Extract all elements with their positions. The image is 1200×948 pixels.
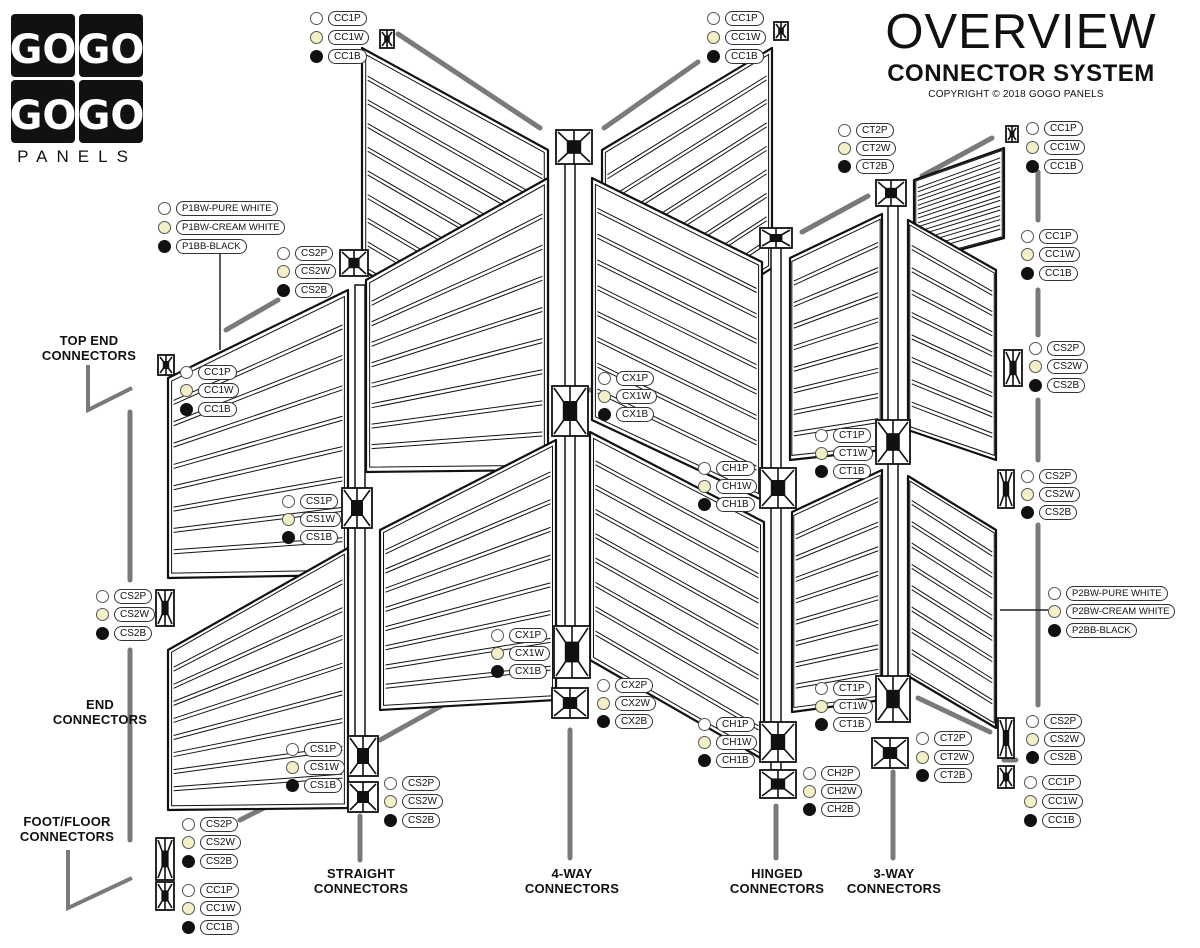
- cream-white-swatch: [1026, 733, 1039, 746]
- cream-white-swatch: [815, 700, 828, 713]
- connector-piece: [998, 718, 1014, 758]
- part-code: CC1P: [200, 883, 239, 898]
- connector-piece: [876, 676, 910, 722]
- part-code: CX1W: [509, 646, 550, 661]
- part-code: CS2W: [1039, 487, 1080, 502]
- part-code: CT1W: [833, 699, 873, 714]
- cream-white-swatch: [384, 795, 397, 808]
- part-code: CC1B: [1044, 159, 1083, 174]
- part-code: CC1W: [200, 901, 241, 916]
- logo-text-1: GO: [9, 27, 77, 73]
- label-hinged-connectors: HINGED CONNECTORS: [729, 866, 825, 896]
- connector-piece: [340, 250, 368, 276]
- pure-white-swatch: [282, 495, 295, 508]
- part-code: CC1P: [1039, 229, 1078, 244]
- part-code: CT1B: [833, 717, 871, 732]
- part-code: CS2B: [1039, 505, 1077, 520]
- pure-white-swatch: [180, 366, 193, 379]
- pure-white-swatch: [707, 12, 720, 25]
- part-code: CC1P: [198, 365, 237, 380]
- part-code: CX2W: [615, 696, 656, 711]
- part-code: CC1B: [328, 49, 367, 64]
- part-code: CX1B: [509, 664, 547, 679]
- label-3way-connectors: 3-WAY CONNECTORS: [846, 866, 942, 896]
- connector-piece: [760, 228, 792, 248]
- black-swatch: [180, 403, 193, 416]
- cream-white-swatch: [698, 736, 711, 749]
- connector-piece: [760, 468, 796, 508]
- black-swatch: [384, 814, 397, 827]
- part-code: CS2P: [114, 589, 152, 604]
- part-code: CT2P: [934, 731, 972, 746]
- pure-white-swatch: [1029, 342, 1042, 355]
- part-code: CT2W: [934, 750, 974, 765]
- part-code: CH1P: [716, 461, 755, 476]
- part-code: CS2W: [402, 794, 443, 809]
- cream-white-swatch: [277, 265, 290, 278]
- cream-white-swatch: [1021, 488, 1034, 501]
- part-code: CS2W: [1044, 732, 1085, 747]
- connector-piece: [556, 130, 592, 164]
- pure-white-swatch: [1026, 715, 1039, 728]
- part-code: CC1B: [200, 920, 239, 935]
- black-swatch: [286, 779, 299, 792]
- part-code: P1BW-PURE WHITE: [176, 201, 278, 216]
- black-swatch: [916, 769, 929, 782]
- part-code: CS1B: [304, 778, 342, 793]
- connector-piece: [552, 386, 588, 436]
- connector-piece: [876, 420, 910, 464]
- black-swatch: [1024, 814, 1037, 827]
- black-swatch: [1026, 751, 1039, 764]
- black-swatch: [158, 240, 171, 253]
- cream-white-swatch: [1024, 795, 1037, 808]
- cream-white-swatch: [182, 836, 195, 849]
- cream-white-swatch: [286, 761, 299, 774]
- label-4way-connectors: 4-WAY CONNECTORS: [524, 866, 620, 896]
- black-swatch: [1021, 506, 1034, 519]
- part-code: CC1W: [725, 30, 766, 45]
- part-code: CS1P: [300, 494, 338, 509]
- part-code: CH1P: [716, 717, 755, 732]
- label-foot-floor-connectors: FOOT/FLOOR CONNECTORS: [19, 814, 115, 844]
- black-swatch: [282, 531, 295, 544]
- black-swatch: [1048, 624, 1061, 637]
- part-code: CS1W: [304, 760, 345, 775]
- part-code: CC1P: [725, 11, 764, 26]
- connector-piece: [342, 488, 372, 528]
- part-code: CS2B: [402, 813, 440, 828]
- pure-white-swatch: [1048, 587, 1061, 600]
- black-swatch: [1026, 160, 1039, 173]
- part-code: CT2P: [856, 123, 894, 138]
- part-code: CC1B: [725, 49, 764, 64]
- part-code: CC1P: [1042, 775, 1081, 790]
- part-code: CT1B: [833, 464, 871, 479]
- black-swatch: [707, 50, 720, 63]
- cream-white-swatch: [815, 447, 828, 460]
- pure-white-swatch: [182, 884, 195, 897]
- part-code: CC1W: [328, 30, 369, 45]
- connector-piece: [554, 626, 590, 678]
- pure-white-swatch: [1021, 470, 1034, 483]
- part-code: CS2P: [1044, 714, 1082, 729]
- part-code: CT2W: [856, 141, 896, 156]
- part-code: CT1P: [833, 428, 871, 443]
- cream-white-swatch: [180, 384, 193, 397]
- part-code: P2BB-BLACK: [1066, 623, 1137, 638]
- connector-piece: [380, 30, 394, 48]
- part-code: CS1B: [300, 530, 338, 545]
- pure-white-swatch: [698, 718, 711, 731]
- part-code: CH1W: [716, 479, 757, 494]
- cream-white-swatch: [1029, 360, 1042, 373]
- black-swatch: [698, 754, 711, 767]
- logo-text-2: GO: [77, 27, 145, 73]
- cream-white-swatch: [707, 31, 720, 44]
- part-code: CT1W: [833, 446, 873, 461]
- part-code: CC1B: [1039, 266, 1078, 281]
- cream-white-swatch: [1048, 605, 1061, 618]
- pure-white-swatch: [1026, 122, 1039, 135]
- copyright-notice: COPYRIGHT © 2018 GOGO PANELS: [928, 89, 1104, 100]
- connector-piece: [1006, 126, 1018, 142]
- logo-wordmark: PANELS: [17, 147, 137, 166]
- part-code: CS2P: [1039, 469, 1077, 484]
- black-swatch: [1029, 379, 1042, 392]
- part-code: CS1P: [304, 742, 342, 757]
- connector-piece: [158, 355, 174, 375]
- label-end-connectors: END CONNECTORS: [52, 697, 148, 727]
- black-swatch: [491, 665, 504, 678]
- black-swatch: [277, 284, 290, 297]
- pure-white-swatch: [286, 743, 299, 756]
- part-code: CH1B: [716, 497, 755, 512]
- cream-white-swatch: [803, 785, 816, 798]
- logo-text-4: GO: [77, 93, 145, 139]
- part-code: CS2W: [1047, 359, 1088, 374]
- pure-white-swatch: [698, 462, 711, 475]
- part-code: CS2P: [402, 776, 440, 791]
- connector-piece: [552, 688, 588, 718]
- black-swatch: [182, 921, 195, 934]
- cream-white-swatch: [182, 902, 195, 915]
- part-code: CS2W: [114, 607, 155, 622]
- pure-white-swatch: [491, 629, 504, 642]
- part-code: CC1W: [1039, 247, 1080, 262]
- black-swatch: [1021, 267, 1034, 280]
- connector-piece: [156, 838, 174, 880]
- pure-white-swatch: [1021, 230, 1034, 243]
- cream-white-swatch: [698, 480, 711, 493]
- part-code: CX1P: [616, 371, 654, 386]
- part-code: CC1W: [1042, 794, 1083, 809]
- part-code: CS2B: [1044, 750, 1082, 765]
- part-code: CX2B: [615, 714, 653, 729]
- part-code: CC1P: [1044, 121, 1083, 136]
- part-code: CC1W: [198, 383, 239, 398]
- connector-piece: [156, 882, 174, 910]
- black-swatch: [182, 855, 195, 868]
- part-code: CH2B: [821, 802, 860, 817]
- pure-white-swatch: [815, 429, 828, 442]
- part-code: CX1B: [616, 407, 654, 422]
- slat-panel: [790, 214, 882, 460]
- part-code: CX1P: [509, 628, 547, 643]
- label-top-end-connectors: TOP END CONNECTORS: [41, 333, 137, 363]
- black-swatch: [310, 50, 323, 63]
- connector-piece: [760, 722, 796, 762]
- pure-white-swatch: [838, 124, 851, 137]
- slat-panel: [908, 476, 996, 728]
- label-straight-connectors: STRAIGHT CONNECTORS: [313, 866, 409, 896]
- black-swatch: [815, 718, 828, 731]
- slat-panel: [908, 220, 996, 460]
- pure-white-swatch: [310, 12, 323, 25]
- page-subtitle: CONNECTOR SYSTEM: [887, 60, 1155, 87]
- logo-text-3: GO: [9, 93, 77, 139]
- part-code: CH1W: [716, 735, 757, 750]
- connector-piece: [1004, 350, 1022, 386]
- black-swatch: [96, 627, 109, 640]
- pure-white-swatch: [803, 767, 816, 780]
- cream-white-swatch: [916, 751, 929, 764]
- part-code: CH2P: [821, 766, 860, 781]
- pure-white-swatch: [96, 590, 109, 603]
- part-code: P1BW-CREAM WHITE: [176, 220, 285, 235]
- cream-white-swatch: [1026, 141, 1039, 154]
- part-code: CS2P: [200, 817, 238, 832]
- part-code: CH1B: [716, 753, 755, 768]
- connector-piece: [348, 782, 378, 812]
- part-code: CS2W: [295, 264, 336, 279]
- pure-white-swatch: [916, 732, 929, 745]
- part-code: P2BW-PURE WHITE: [1066, 586, 1168, 601]
- part-code: CH2W: [821, 784, 862, 799]
- black-swatch: [698, 498, 711, 511]
- connector-piece: [156, 590, 174, 626]
- cream-white-swatch: [282, 513, 295, 526]
- part-code: CC1P: [328, 11, 367, 26]
- part-code: CT1P: [833, 681, 871, 696]
- pure-white-swatch: [598, 372, 611, 385]
- connector-piece: [872, 738, 908, 768]
- part-code: CS2B: [295, 283, 333, 298]
- part-code: CS2B: [114, 626, 152, 641]
- pure-white-swatch: [1024, 776, 1037, 789]
- pure-white-swatch: [815, 682, 828, 695]
- cream-white-swatch: [491, 647, 504, 660]
- connector-piece: [774, 22, 788, 40]
- connector-piece: [998, 766, 1014, 788]
- connector-piece: [348, 736, 378, 776]
- cream-white-swatch: [598, 390, 611, 403]
- part-code: CX1W: [616, 389, 657, 404]
- pure-white-swatch: [277, 247, 290, 260]
- part-code: CC1B: [1042, 813, 1081, 828]
- part-code: CX2P: [615, 678, 653, 693]
- connector-piece: [760, 770, 796, 798]
- part-code: CS2W: [200, 835, 241, 850]
- pure-white-swatch: [182, 818, 195, 831]
- part-code: P2BW-CREAM WHITE: [1066, 604, 1175, 619]
- part-code: CC1W: [1044, 140, 1085, 155]
- cream-white-swatch: [1021, 248, 1034, 261]
- pure-white-swatch: [158, 202, 171, 215]
- cream-white-swatch: [838, 142, 851, 155]
- part-code: CS2P: [295, 246, 333, 261]
- cream-white-swatch: [158, 221, 171, 234]
- part-code: CS1W: [300, 512, 341, 527]
- part-code: CT2B: [934, 768, 972, 783]
- black-swatch: [838, 160, 851, 173]
- part-code: CS2B: [1047, 378, 1085, 393]
- page-title: OVERVIEW: [885, 5, 1157, 59]
- black-swatch: [597, 715, 610, 728]
- gogo-logo: [10, 14, 145, 143]
- slat-panel: [792, 470, 882, 712]
- black-swatch: [598, 408, 611, 421]
- part-code: CC1B: [198, 402, 237, 417]
- pure-white-swatch: [597, 679, 610, 692]
- cream-white-swatch: [597, 697, 610, 710]
- connector-piece: [876, 180, 906, 206]
- part-code: CS2B: [200, 854, 238, 869]
- black-swatch: [815, 465, 828, 478]
- part-code: CT2B: [856, 159, 894, 174]
- pure-white-swatch: [384, 777, 397, 790]
- cream-white-swatch: [96, 608, 109, 621]
- cream-white-swatch: [310, 31, 323, 44]
- connector-piece: [998, 470, 1014, 508]
- part-code: P1BB-BLACK: [176, 239, 247, 254]
- black-swatch: [803, 803, 816, 816]
- part-code: CS2P: [1047, 341, 1085, 356]
